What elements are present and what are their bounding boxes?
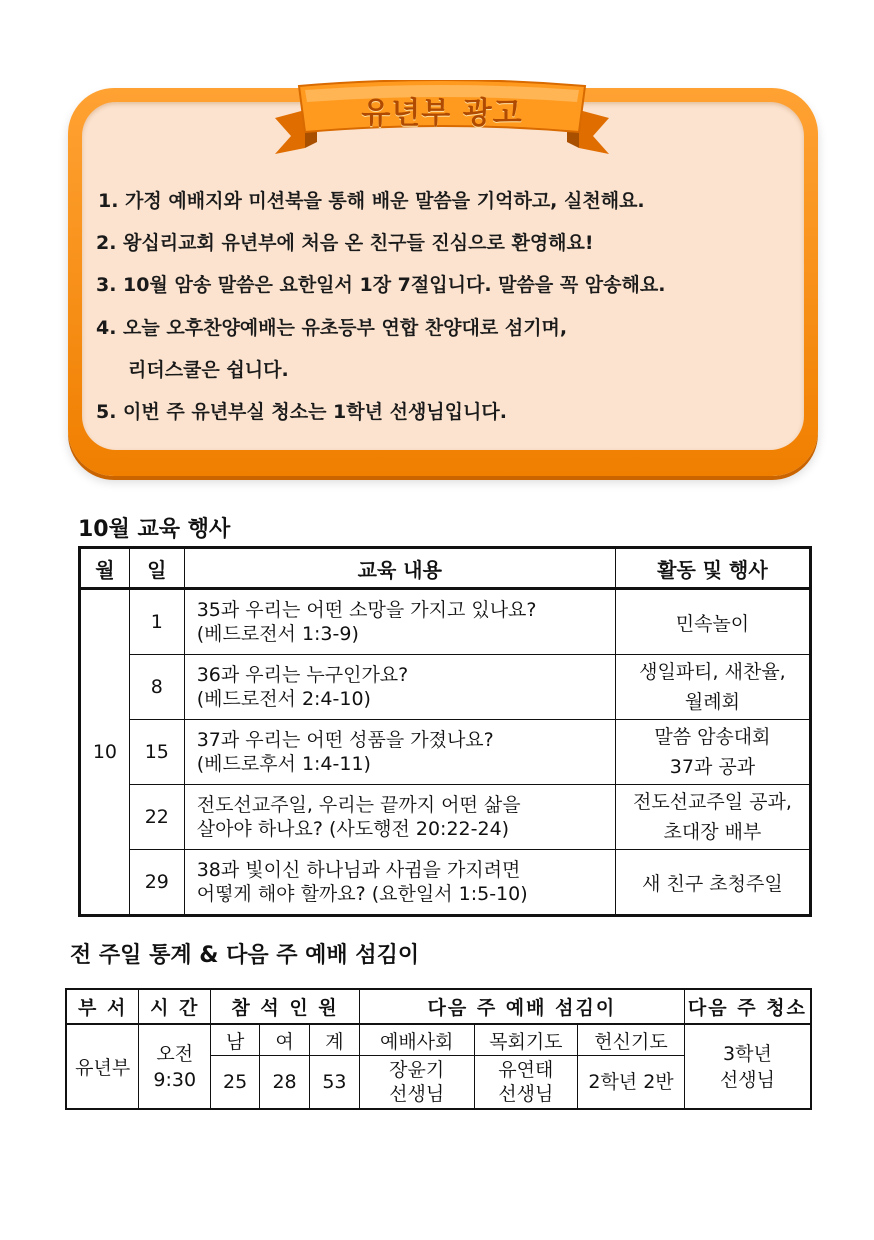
- time-cell: [139, 1024, 211, 1109]
- table-row: [80, 785, 811, 850]
- stats-header-row: [66, 989, 811, 1024]
- header-attendance: 참 석 인 원: [211, 989, 360, 1024]
- prayer-line: 선생님: [498, 1083, 554, 1105]
- notice-item: 2. 왕십리교회 유년부에 처음 온 친구들 진심으로 환영해요!: [96, 232, 594, 254]
- activity-line: 월례회: [684, 691, 740, 713]
- activity-cell: [615, 720, 810, 785]
- day-cell: 1: [129, 589, 184, 655]
- leader-line: 장윤기: [389, 1059, 445, 1081]
- activity-line: 민속놀이: [675, 612, 750, 635]
- content-cell: [184, 720, 615, 785]
- dept-cell: 유년부: [66, 1024, 139, 1109]
- time-line: 9:30: [153, 1068, 197, 1091]
- content-line: 35과 우리는 어떤 소망을 가지고 있나요?: [196, 599, 537, 621]
- table-row: [80, 655, 811, 720]
- day-cell: 29: [129, 850, 184, 916]
- notice-item: 5. 이번 주 유년부실 청소는 1학년 선생님입니다.: [96, 401, 507, 423]
- day-cell: 22: [129, 785, 184, 850]
- day-cell: 15: [129, 720, 184, 785]
- notice-item: 리더스쿨은 쉽니다.: [128, 359, 289, 381]
- activity-line: 새 친구 초청주일: [642, 872, 783, 895]
- activity-cell: [615, 850, 810, 916]
- content-line: (베드로전서 1:3-9): [196, 623, 359, 645]
- month-cell: 10: [80, 589, 130, 916]
- time-line: 오전: [156, 1042, 194, 1065]
- activity-line: 생일파티, 새찬율,: [639, 661, 786, 683]
- content-line: 37과 우리는 어떤 성품을 가졌나요?: [196, 729, 494, 751]
- activity-line: 초대장 배부: [663, 821, 762, 843]
- leader-cell: [359, 1056, 474, 1110]
- header-day: 일: [129, 548, 184, 589]
- female-count: 28: [260, 1056, 310, 1110]
- header-activity: 활동 및 행사: [615, 548, 810, 589]
- content-cell: [184, 850, 615, 916]
- subheader-female: 여: [260, 1024, 310, 1056]
- content-line: 살아야 하나요? (사도행전 20:22-24): [196, 818, 510, 840]
- activity-line: 37과 공과: [669, 756, 756, 778]
- events-table: [78, 546, 812, 917]
- activity-line: 말씀 암송대회: [654, 726, 771, 748]
- stats-table: [65, 988, 812, 1110]
- announcement-title: 유년부 광고: [361, 96, 523, 131]
- content-line: (베드로전서 2:4-10): [196, 688, 371, 710]
- stats-title: 전 주일 통계 & 다음 주 예배 섬김이: [70, 943, 420, 968]
- cleaning-line: 3학년: [723, 1042, 772, 1065]
- table-row: [80, 589, 811, 655]
- subheader-male: 남: [211, 1024, 260, 1056]
- content-cell: [184, 589, 615, 655]
- offering-cell: 2학년 2반: [578, 1056, 685, 1110]
- activity-cell: [615, 655, 810, 720]
- leader-line: 선생님: [389, 1083, 445, 1105]
- prayer-cell: [474, 1056, 578, 1110]
- table-row: [80, 720, 811, 785]
- events-header-row: [80, 548, 811, 589]
- male-count: 25: [211, 1056, 260, 1110]
- prayer-line: 유연태: [498, 1059, 554, 1081]
- content-line: 38과 빛이신 하나님과 사귐을 가지려면: [196, 859, 521, 881]
- subheader-total: 계: [309, 1024, 359, 1056]
- notice-item: 3. 10월 암송 말씀은 요한일서 1장 7절입니다. 말씀을 꼭 암송해요.: [96, 274, 666, 296]
- stats-subheader-row: [66, 1024, 811, 1056]
- content-cell: [184, 785, 615, 850]
- table-row: [80, 850, 811, 916]
- header-month: 월: [80, 548, 130, 589]
- content-cell: [184, 655, 615, 720]
- header-cleaning: 다음 주 청소: [684, 989, 811, 1024]
- notice-item: 4. 오늘 오후찬양예배는 유초등부 연합 찬양대로 섬기며,: [96, 317, 568, 339]
- content-line: 어떻게 해야 할까요? (요한일서 1:5-10): [196, 883, 528, 905]
- cleaning-cell: [684, 1024, 811, 1109]
- activity-line: 전도선교주일 공과,: [632, 791, 792, 813]
- content-line: 전도선교주일, 우리는 끝까지 어떤 삶을: [196, 794, 521, 816]
- activity-cell: [615, 785, 810, 850]
- header-dept: 부 서: [66, 989, 139, 1024]
- events-title: 10월 교육 행사: [78, 517, 231, 542]
- header-content: 교육 내용: [184, 548, 615, 589]
- activity-cell: [615, 589, 810, 655]
- cleaning-line: 선생님: [719, 1068, 775, 1091]
- content-line: 36과 우리는 누구인가요?: [196, 664, 409, 686]
- header-servers: 다음 주 예배 섬김이: [359, 989, 684, 1024]
- subheader-prayer: 목회기도: [474, 1024, 578, 1056]
- announcement-ribbon: [275, 80, 609, 156]
- total-count: 53: [309, 1056, 359, 1110]
- header-time: 시 간: [139, 989, 211, 1024]
- subheader-offering: 헌신기도: [578, 1024, 685, 1056]
- content-line: (베드로후서 1:4-11): [196, 753, 371, 775]
- day-cell: 8: [129, 655, 184, 720]
- subheader-leader: 예배사회: [359, 1024, 474, 1056]
- notice-item: 1. 가정 예배지와 미션북을 통해 배운 말씀을 기억하고, 실천해요.: [98, 190, 645, 212]
